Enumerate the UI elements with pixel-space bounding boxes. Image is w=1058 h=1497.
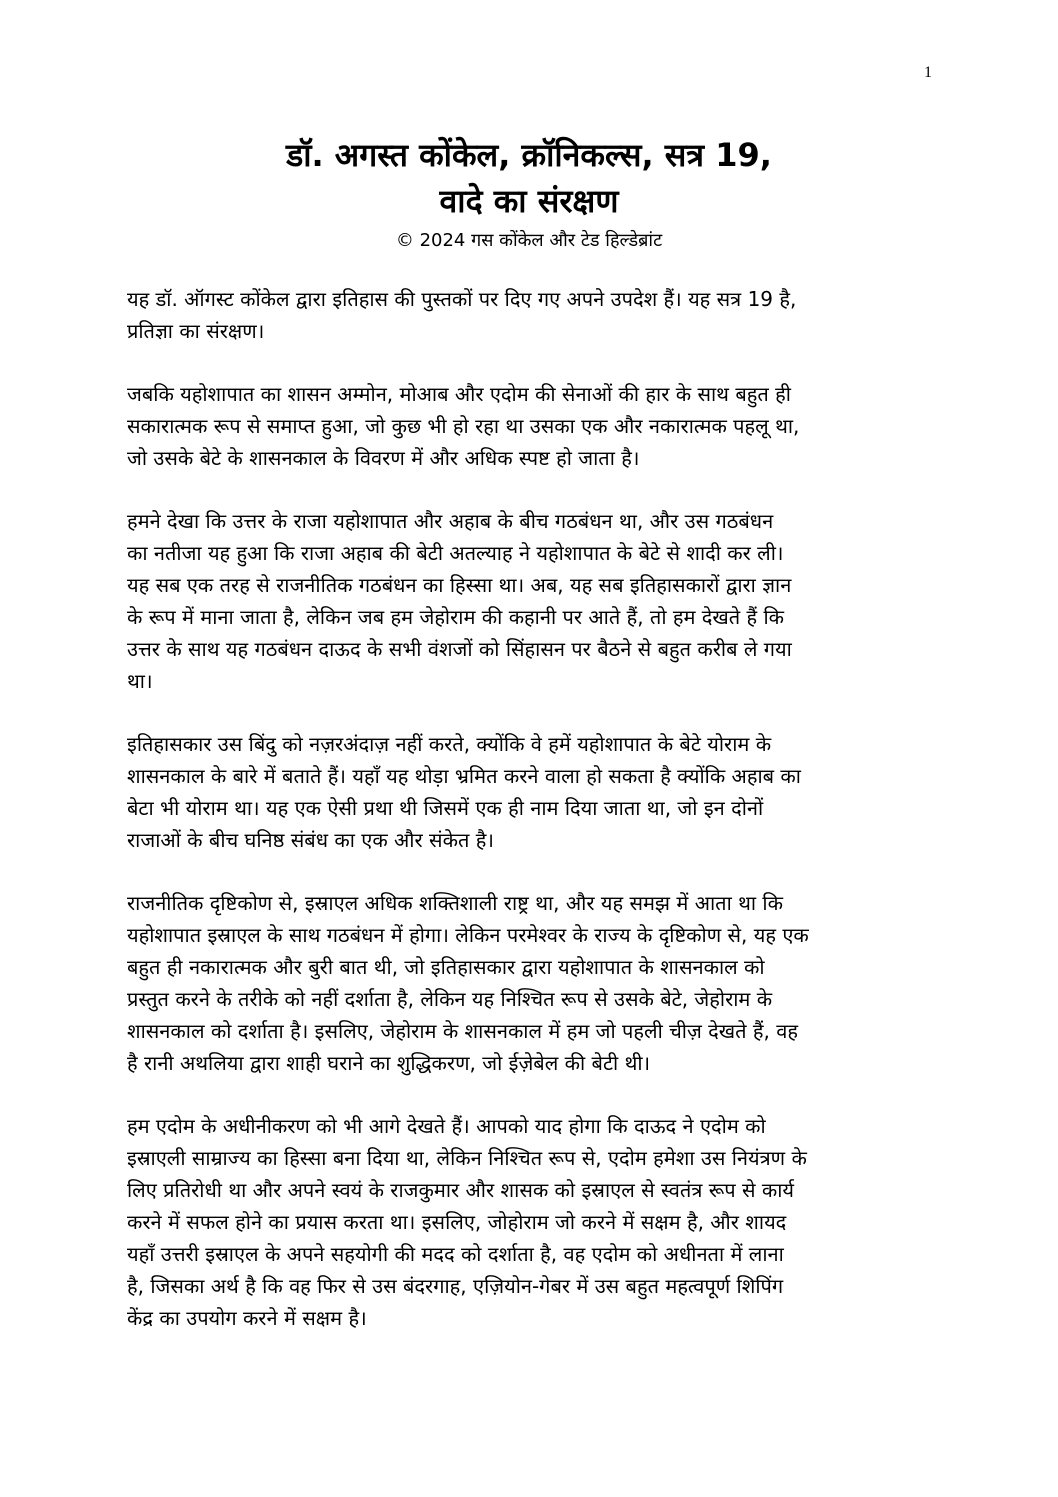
- title-line: डॉ. अगस्त कोंकेल, क्रॉनिकल्स, सत्र 19,: [286, 136, 772, 174]
- text-line: सकारात्मक रूप से समाप्त हुआ, जो कुछ भी हो रहा था उसका एक और नकारात्मक पहलू था,: [127, 414, 800, 438]
- paragraph: [127, 1110, 947, 1334]
- text-line: बहुत ही नकारात्मक और बुरी बात थी, जो इतिहासकार द्वारा यहोशापात के शासनकाल को: [127, 955, 765, 979]
- text-line: का नतीजा यह हुआ कि राजा अहाब की बेटी अतल्याह ने यहोशापात के बेटे से शादी कर ली।: [127, 541, 784, 565]
- text-line: हम एदोम के अधीनीकरण को भी आगे देखते हैं। आपको याद होगा कि दाऊद ने एदोम को: [127, 1114, 766, 1138]
- text-line: यह सब एक तरह से राजनीतिक गठबंधन का हिस्सा था। अब, यह सब इतिहासकारों द्वारा ज्ञान: [127, 573, 792, 597]
- text-line: इतिहासकार उस बिंदु को नज़रअंदाज़ नहीं करते, क्योंकि वे हमें यहोशापात के बेटे योराम के: [127, 732, 772, 756]
- copyright-notice: © 2024 गस कोंकेल और टेड हिल्डेब्रांट: [395, 230, 663, 251]
- text-line: केंद्र का उपयोग करने में सक्षम है।: [127, 1306, 367, 1330]
- text-line: बेटा भी योराम था। यह एक ऐसी प्रथा थी जिसमें एक ही नाम दिया जाता था, जो इन दोनों: [127, 796, 764, 820]
- paragraph: [127, 378, 947, 474]
- text-line: राजाओं के बीच घनिष्ठ संबंध का एक और संकेत है।: [127, 828, 494, 852]
- document-title: [0, 132, 1058, 224]
- paragraph: [127, 283, 947, 347]
- page-number: 1: [924, 64, 932, 81]
- document-body: [127, 283, 947, 1365]
- text-line: प्रस्तुत करने के तरीके को नहीं दर्शाता है, लेकिन यह निश्चित रूप से उसके बेटे, जेहोराम के: [127, 987, 773, 1011]
- text-line: जो उसके बेटे के शासनकाल के विवरण में और अधिक स्पष्ट हो जाता है।: [127, 446, 640, 470]
- text-line: था।: [127, 669, 153, 693]
- text-line: राजनीतिक दृष्टिकोण से, इस्राएल अधिक शक्तिशाली राष्ट्र था, और यह समझ में आता था कि: [127, 891, 783, 915]
- text-line: शासनकाल के बारे में बताते हैं। यहाँ यह थोड़ा भ्रमित करने वाला हो सकता है क्योंकि अहाब का: [127, 764, 801, 788]
- paragraph: [127, 505, 947, 697]
- text-line: करने में सफल होने का प्रयास करता था। इसलिए, जोहोराम जो करने में सक्षम है, और शायद: [127, 1210, 787, 1234]
- text-line: यहाँ उत्तरी इस्राएल के अपने सहयोगी की मदद को दर्शाता है, वह एदोम को अधीनता में लाना: [127, 1242, 784, 1266]
- text-line: यह डॉ. ऑगस्ट कोंकेल द्वारा इतिहास की पुस्तकों पर दिए गए अपने उपदेश हैं। यह सत्र 19 है,: [127, 287, 797, 311]
- paragraph: [127, 728, 947, 856]
- text-line: लिए प्रतिरोधी था और अपने स्वयं के राजकुमार और शासक को इस्राएल से स्वतंत्र रूप से कार्य: [127, 1178, 794, 1202]
- text-line: इस्राएली साम्राज्य का हिस्सा बना दिया था, लेकिन निश्चित रूप से, एदोम हमेशा उस नियंत्रण के: [127, 1146, 807, 1170]
- text-line: उत्तर के साथ यह गठबंधन दाऊद के सभी वंशजों को सिंहासन पर बैठने से बहुत करीब ले गया: [127, 637, 792, 661]
- text-line: प्रतिज्ञा का संरक्षण।: [127, 319, 265, 343]
- text-line: शासनकाल को दर्शाता है। इसलिए, जेहोराम के शासनकाल में हम जो पहली चीज़ देखते हैं, वह: [127, 1019, 798, 1043]
- text-line: है, जिसका अर्थ है कि वह फिर से उस बंदरगाह, एज़ियोन-गेबर में उस बहुत महत्वपूर्ण शिपिंग: [127, 1274, 784, 1298]
- text-line: है रानी अथलिया द्वारा शाही घराने का शुद्धिकरण, जो ईज़ेबेल की बेटी थी।: [127, 1051, 651, 1075]
- text-line: जबकि यहोशापात का शासन अम्मोन, मोआब और एदोम की सेनाओं की हार के साथ बहुत ही: [127, 382, 791, 406]
- paragraph: [127, 887, 947, 1079]
- title-line: वादे का संरक्षण: [439, 182, 619, 220]
- text-line: के रूप में माना जाता है, लेकिन जब हम जेहोराम की कहानी पर आते हैं, तो हम देखते हैं कि: [127, 605, 785, 629]
- text-line: हमने देखा कि उत्तर के राजा यहोशापात और अहाब के बीच गठबंधन था, और उस गठबंधन: [127, 509, 774, 533]
- text-line: यहोशापात इस्राएल के साथ गठबंधन में होगा। लेकिन परमेश्वर के राज्य के दृष्टिकोण से, यह एक: [127, 923, 809, 947]
